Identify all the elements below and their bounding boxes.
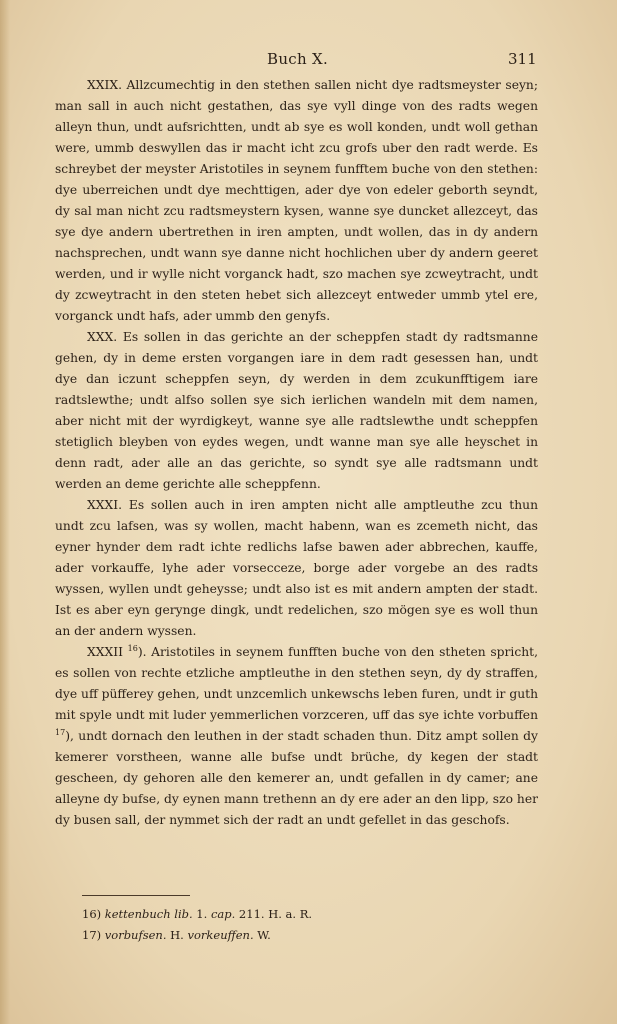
footnote-16 bbox=[82, 904, 482, 925]
page-number: 311 bbox=[508, 50, 537, 68]
footnote-ref-17: 17 bbox=[55, 727, 66, 737]
paragraph-text-continued: ), undt dornach den leuthen in der stadt schaden thun. Ditz ampt sollen dy kemerer vorstheen, wanne alle bufse undt brüche, dy kegen der stadt gescheen, dy gehoren alle den kemerer an, undt gefallen in dy camer; ane alleyne dy bufse, dy eynen mann trethenn an dy ere ader an den lipp, szo her dy busen sall, der nymmet sich der radt an undt gefellet in das geschofs. bbox=[55, 729, 538, 827]
footnote-italic: vorkeuffen. bbox=[187, 928, 254, 942]
paragraph-number: XXXII bbox=[87, 645, 123, 659]
paragraph-text: Es sollen in das gerichte an der scheppfen stadt dy radtsmanne gehen, dy in deme ersten vorgangen iare in dem radt gesessen han, undt dye dan iczunt scheppfen seyn, dy werden in dem zcukunfftigem iare radtslewthe; undt alfso sollen sye sich ierlichen wandeln mit dem namen, aber nicht mit der wyrdigkeyt, wanne sye alle radtslewthe undt scheppfen stetiglich bleyben von eydes wegen, undt wanne man sye alle heyschet in denn radt, ader alle an das gerichte, so syndt sye alle radtsmann undt werden an deme gerichte alle scheppfenn. bbox=[55, 330, 538, 491]
paragraph-text: Es sollen auch in iren ampten nicht alle amptleuthe zcu thun undt zcu lafsen, was sy wollen, macht habenn, wan es zcemeth nicht, das eyner hynder dem radt ichte redlichs lafse bawen ader abbrechen, kauffe, ader vorkauffe, lyhe ader vorsecceze, borge ader vorgebe an des radts wyssen, wyllen undt geheysse; undt also ist es mit andern ampten der stadt. Ist es aber eyn gerynge dingk, undt redelichen, szo mögen sye es woll thun an der andern wyssen. bbox=[55, 498, 538, 638]
running-head: Buch X. bbox=[267, 50, 329, 68]
paragraph-xxx bbox=[55, 327, 538, 495]
paragraph-text: Allzcumechtig in den stethen sallen nicht dye radtsmeyster seyn; man sall in auch nicht gestathen, das sye vyll dinge von des radts wegen alleyn thun, undt aufsrichtten, undt ab sye es woll konden, undt woll gethan were, ummb deswyllen das ir macht icht zcu grofs uber den radt werde. Es schreybet der meyster Aristotiles in seynem funfftem buche von den stethen: dye uberreichen undt dye mechttigen, ader dye von edeler geborth seyndt, dy sal man nicht zcu radtsmeystern kysen, wanne sye duncket allezceyt, das sye dye andern ubertrethen in iren ampten, undt wollen, das in dy andern nachsprechen, undt wann sye danne nicht hochlichen uber dy andern geeret werden, und ir wylle nicht vorganck hadt, szo machen sye zcweytracht, undt dy zcweytracht in den steten hebet sich allezceyt entweder ummb ytel ere, vorganck undt hafs, ader ummb den genyfs. bbox=[55, 78, 538, 323]
paragraph-number: XXIX. bbox=[87, 78, 123, 92]
body-text bbox=[55, 75, 538, 831]
paragraph-xxix bbox=[55, 75, 538, 327]
footnote-text: 1. bbox=[192, 907, 211, 921]
footnote-number: 17) bbox=[82, 928, 102, 942]
footnote-italic: vorbufsen. bbox=[104, 928, 167, 942]
footnote-17 bbox=[82, 925, 482, 946]
page-edge-shadow bbox=[0, 0, 10, 1024]
paragraph-xxxi bbox=[55, 495, 538, 642]
footnote-number: 16) bbox=[82, 907, 102, 921]
footnote-italic: kettenbuch lib. bbox=[104, 907, 193, 921]
footnote-italic: cap. bbox=[210, 907, 236, 921]
footnotes bbox=[82, 904, 482, 946]
footnote-text: H. bbox=[166, 928, 188, 942]
footnote-divider bbox=[82, 895, 190, 896]
footnote-text: W. bbox=[253, 928, 271, 942]
paragraph-number: XXXI. bbox=[87, 498, 123, 512]
paragraph-text: ). Aristotiles in seynem funfften buche von den stheten spricht, es sollen von rechte etzliche amptleuthe in den stethen seyn, dy dy straffen, dye uff püfferey gehen, undt unzcemlich unkewschs leben furen, undt ir guth mit spyle undt mit luder yemmerlichen vorzceren, uff das sye ichte vorbuffen bbox=[55, 645, 538, 722]
footnote-text: 211. H. a. R. bbox=[235, 907, 313, 921]
footnote-ref-16: 16 bbox=[127, 643, 138, 653]
paragraph-xxxii bbox=[55, 642, 538, 831]
paragraph-number: XXX. bbox=[87, 330, 118, 344]
page-header bbox=[0, 50, 617, 72]
